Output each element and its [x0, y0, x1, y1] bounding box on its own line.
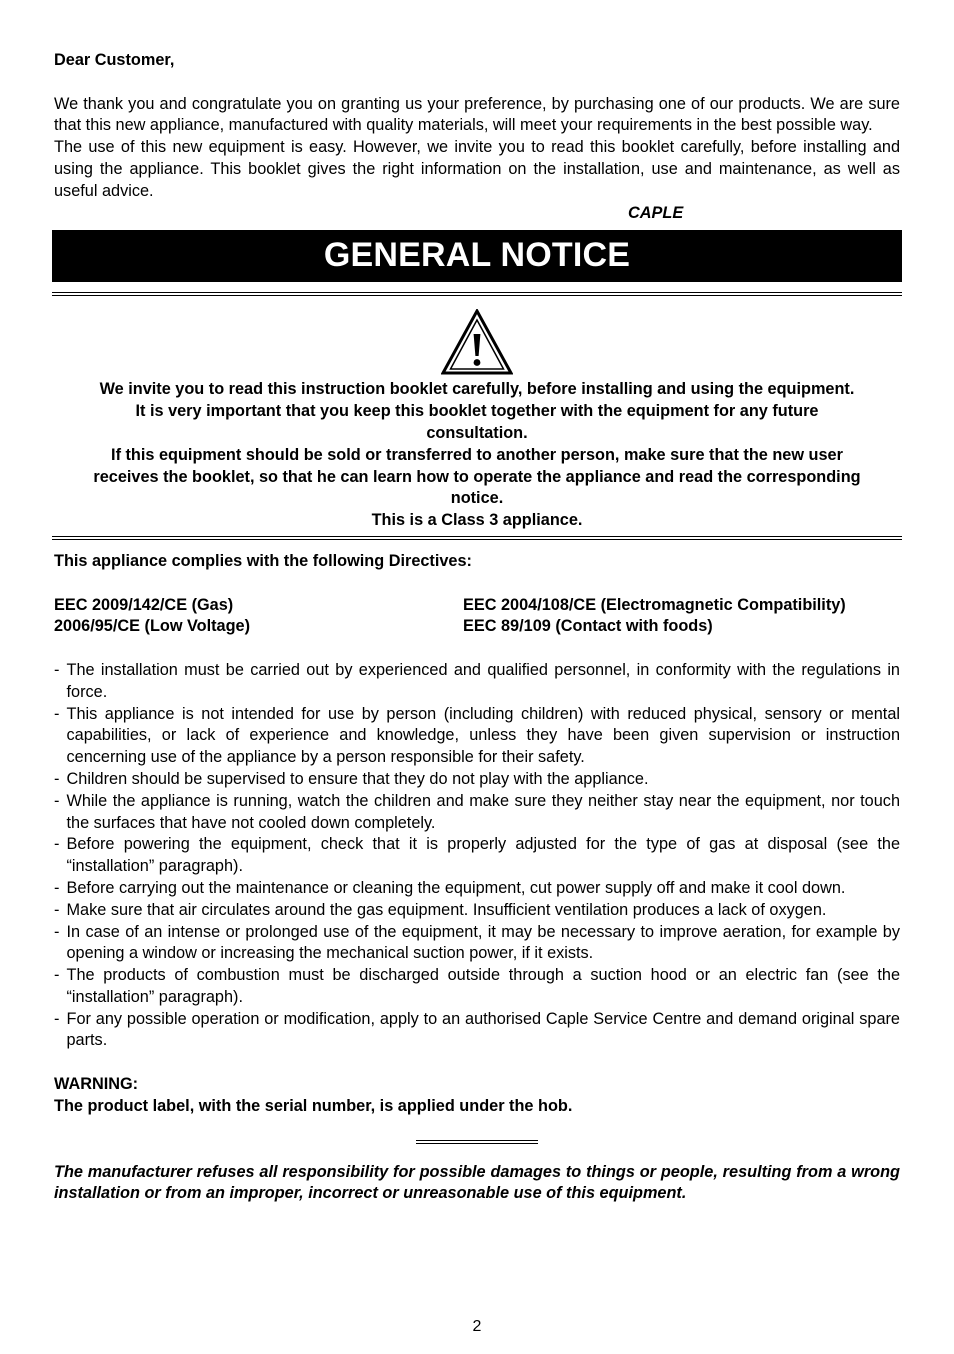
list-item: [54, 791, 900, 835]
notice-line-3: If this equipment should be sold or transferred to another person, make sure that the new user receives the booklet, so that he can learn how to operate the appliance and read the corresponding notice.: [93, 445, 861, 508]
list-item: [54, 965, 900, 1009]
list-dash: -: [54, 769, 60, 788]
list-item-text: Before carrying out the maintenance or cleaning the equipment, cut power supply off and make it cool down.: [66, 878, 846, 897]
banner-title: GENERAL NOTICE: [323, 236, 631, 275]
directive-low-voltage: 2006/95/CE (Low Voltage): [54, 617, 251, 636]
directive-gas: EEC 2009/142/CE (Gas): [54, 595, 234, 614]
list-item-text: The products of combustion must be discharged outside through a suction hood or an electric fan (see the “installation” paragraph).: [66, 966, 900, 1006]
list-dash: -: [54, 791, 60, 810]
list-item: [54, 834, 900, 878]
page-number: 2: [472, 1318, 482, 1335]
intro-paragraph-1: We thank you and congratulate you on granting us your preference, by purchasing one of our products. We are sure that this new appliance, manufactured with quality materials, will meet your requirements in the best possible way.: [54, 94, 900, 135]
directive-emc: EEC 2004/108/CE (Electromagnetic Compatibility): [463, 595, 846, 614]
list-dash: -: [54, 660, 60, 679]
list-item-text: Make sure that air circulates around the gas equipment. Insufficient ventilation produces a lack of oxygen.: [66, 900, 827, 919]
warning-block: [54, 1074, 900, 1118]
list-item-text: Children should be supervised to ensure that they do not play with the appliance.: [66, 769, 649, 788]
list-dash: -: [54, 900, 60, 919]
list-item: [54, 769, 900, 791]
list-item-text: This appliance is not intended for use by person (including children) with reduced physical, sensory or mental capabilities, or lack of experience and knowledge, unless they have been given supervision or instruction cencerning use of the appliance by a person responsible for their safety.: [66, 704, 900, 767]
list-item: [54, 922, 900, 966]
notice-line-4: This is a Class 3 appliance.: [371, 511, 583, 530]
warning-label: WARNING:: [54, 1075, 139, 1094]
list-item: [54, 878, 900, 900]
safety-rules-list: [54, 660, 900, 1052]
list-item-text: The installation must be carried out by experienced and qualified personnel, in conformity with the regulations in force.: [66, 660, 900, 701]
directives-heading: This appliance complies with the following Directives:: [54, 551, 472, 570]
list-item-text: While the appliance is running, watch the children and make sure they neither stay near the equipment, nor touch the surfaces that have not cooled down completely.: [66, 791, 900, 832]
list-item-text: For any possible operation or modification, apply to an authorised Caple Service Centre and demand original spare parts.: [66, 1009, 900, 1050]
list-item: [54, 900, 900, 922]
greeting: Dear Customer,: [54, 51, 175, 69]
list-dash: -: [54, 878, 60, 897]
list-dash: -: [54, 1009, 60, 1028]
list-dash: -: [54, 704, 60, 723]
warning-triangle-icon: [441, 309, 513, 375]
disclaimer: The manufacturer refuses all responsibility for possible damages to things or people, resulting from a wrong installation or from an improper, incorrect or unreasonable use of this equipment.: [54, 1162, 900, 1203]
list-dash: -: [54, 835, 60, 854]
short-double-rule: [416, 1140, 538, 1144]
list-item: [54, 660, 900, 704]
manual-page: [54, 50, 900, 1205]
directives-list: [54, 595, 900, 639]
notice-line-1: We invite you to read this instruction booklet carefully, before installing and using the equipment.: [99, 380, 855, 399]
list-item-text: In case of an intense or prolonged use of the equipment, it may be necessary to improve aeration, for example by opening a window or increasing the mechanical suction power, if it exists.: [66, 922, 900, 963]
list-dash: -: [54, 922, 60, 941]
notice-block: [54, 379, 900, 532]
double-rule-bottom: [52, 536, 902, 540]
general-notice-banner: [52, 230, 902, 282]
directive-contact-foods: EEC 89/109 (Contact with foods): [463, 617, 713, 636]
list-item-text: Before powering the equipment, check that it is properly adjusted for the type of gas at disposal (see the “installation” paragraph).: [66, 835, 900, 876]
list-item: [54, 704, 900, 769]
warning-text: The product label, with the serial number, is applied under the hob.: [54, 1096, 573, 1115]
list-item: [54, 1009, 900, 1053]
signature: CAPLE: [628, 203, 684, 222]
double-rule-top: [52, 292, 902, 296]
intro-paragraph-2: The use of this new equipment is easy. However, we invite you to read this booklet carefully, before installing and using the appliance. This booklet gives the right information on the installation, use and maintenance, as well as useful advice.: [54, 138, 900, 200]
notice-line-2: It is very important that you keep this booklet together with the equipment for any future consultation.: [135, 402, 819, 442]
list-dash: -: [54, 966, 60, 985]
